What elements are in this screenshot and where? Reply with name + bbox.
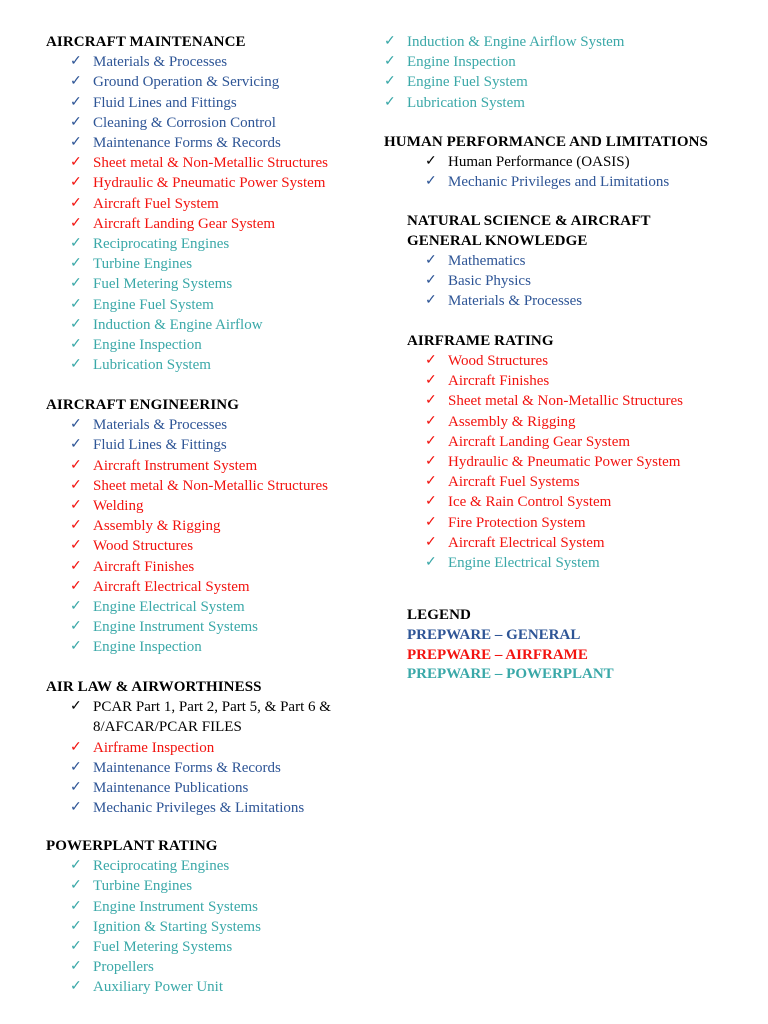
checkmark-icon: ✓ [70, 256, 82, 272]
list-item-label: Engine Fuel System [93, 296, 214, 313]
list-item-label: Wood Structures [93, 538, 194, 555]
checkmark-icon: ✓ [70, 498, 82, 513]
list-item-label: Aircraft Finishes [448, 373, 550, 390]
list-item-label: Aircraft Landing Gear System [93, 215, 276, 232]
list-item-label: Engine Electrical System [93, 599, 245, 615]
list-item-label: Aircraft Instrument System [93, 457, 258, 474]
list-item-label: Engine Instrument Systems [93, 619, 258, 636]
checkmark-icon: ✓ [384, 54, 396, 70]
checkmark-icon: ✓ [425, 534, 437, 550]
legend-entry: PREPWARE – AIRFRAME [407, 646, 588, 663]
checkmark-icon: ✓ [70, 959, 82, 975]
list-item-label: Materials & Processes [93, 417, 228, 434]
list-item-label: Aircraft Fuel Systems [448, 474, 580, 491]
checkmark-icon: ✓ [70, 898, 82, 914]
checkmark-icon: ✓ [70, 457, 82, 473]
list-item-label: Reciprocating Engines [93, 236, 230, 252]
list-item-label: Basic Physics [448, 273, 531, 290]
list-item-label: Mathematics [448, 253, 526, 269]
checkmark-icon: ✓ [425, 154, 437, 169]
list-item-label: Fuel Metering Systems [93, 276, 233, 293]
checkmark-icon: ✓ [70, 518, 82, 534]
list-item-label: Aircraft Finishes [93, 558, 195, 575]
list-item-label: Engine Inspection [93, 639, 202, 656]
checkmark-icon: ✓ [425, 413, 437, 429]
list-item-label: PCAR Part 1, Part 2, Part 5, & Part 6 & [93, 699, 331, 716]
checkmark-icon: ✓ [425, 174, 437, 189]
list-item-label: Maintenance Publications [93, 780, 249, 796]
checkmark-icon: ✓ [384, 94, 396, 110]
checkmark-icon: ✓ [70, 276, 82, 292]
checkmark-icon: ✓ [70, 357, 82, 373]
checkmark-icon: ✓ [70, 878, 82, 894]
checkmark-icon: ✓ [425, 373, 437, 389]
list-item-label: Human Performance (OASIS) [448, 154, 630, 170]
checkmark-icon: ✓ [70, 759, 82, 775]
list-item-label: Airframe Inspection [93, 739, 215, 756]
checkmark-icon: ✓ [384, 74, 396, 90]
checkmark-icon: ✓ [425, 454, 437, 469]
section-heading: GENERAL KNOWLEDGE [407, 233, 588, 249]
checkmark-icon: ✓ [70, 558, 82, 574]
checkmark-icon: ✓ [70, 979, 82, 995]
checkmark-icon: ✓ [70, 236, 82, 251]
checkmark-icon: ✓ [425, 273, 437, 289]
checkmark-icon: ✓ [70, 437, 82, 453]
section-heading: POWERPLANT RATING [46, 838, 218, 854]
list-item-label: Aircraft Fuel System [93, 195, 219, 212]
list-item-label: Sheet metal & Non-Metallic Structures [448, 393, 683, 410]
list-item-label: Lubrication System [93, 357, 211, 374]
checkmark-icon: ✓ [70, 296, 82, 312]
list-item-label: Reciprocating Engines [93, 858, 230, 875]
list-item-label: Maintenance Forms & Records [93, 759, 281, 776]
list-item-label: Cleaning & Corrosion Control [93, 114, 276, 131]
list-item-label: Aircraft Electrical System [93, 578, 250, 595]
checkmark-icon: ✓ [425, 494, 437, 510]
list-item-label: Mechanic Privileges and Limitations [448, 174, 670, 190]
checkmark-icon: ✓ [425, 514, 437, 530]
section-heading: NATURAL SCIENCE & AIRCRAFT [407, 213, 651, 229]
list-item-label: Engine Electrical System [448, 555, 600, 571]
list-item-label: Propellers [93, 959, 154, 976]
list-item-label: 8/AFCAR/PCAR FILES [93, 719, 242, 736]
legend-entry: PREPWARE – GENERAL [407, 627, 581, 643]
list-item-label: Ground Operation & Servicing [93, 74, 280, 91]
list-item-label: Ignition & Starting Systems [93, 918, 261, 935]
list-item-label: Ice & Rain Control System [448, 494, 612, 511]
section-heading: AIR LAW & AIRWORTHINESS [46, 679, 262, 695]
list-item-label: Hydraulic & Pneumatic Power System [93, 175, 326, 192]
checkmark-icon: ✓ [70, 175, 82, 191]
list-item-label: Lubrication System [407, 94, 525, 111]
checkmark-icon: ✓ [70, 114, 82, 130]
section-heading: AIRCRAFT ENGINEERING [46, 397, 240, 413]
checkmark-icon: ✓ [425, 555, 437, 570]
checkmark-icon: ✓ [70, 54, 82, 70]
list-item-label: Turbine Engines [93, 256, 193, 273]
list-item-label: Sheet metal & Non-Metallic Structures [93, 477, 328, 494]
list-item-label: Fire Protection System [448, 514, 586, 531]
list-item-label: Aircraft Landing Gear System [448, 433, 631, 450]
checkmark-icon: ✓ [425, 293, 437, 309]
list-item-label: Materials & Processes [93, 54, 228, 71]
checkmark-icon: ✓ [70, 599, 82, 614]
list-item-label: Assembly & Rigging [93, 518, 221, 535]
list-item-label: Turbine Engines [93, 878, 193, 895]
checkmark-icon: ✓ [384, 34, 396, 49]
section-heading: LEGEND [407, 607, 471, 623]
section-heading: AIRFRAME RATING [407, 333, 554, 349]
legend-entry: PREPWARE – POWERPLANT [407, 666, 614, 682]
list-item-label: Engine Inspection [93, 337, 202, 353]
list-item-label: Fuel Metering Systems [93, 939, 233, 955]
list-item-label: Welding [93, 498, 144, 514]
checkmark-icon: ✓ [425, 433, 437, 449]
list-item-label: Auxiliary Power Unit [93, 979, 223, 996]
checkmark-icon: ✓ [70, 739, 82, 755]
checkmark-icon: ✓ [70, 316, 82, 332]
list-item-label: Wood Structures [448, 353, 549, 369]
checkmark-icon: ✓ [70, 918, 82, 934]
checkmark-icon: ✓ [70, 858, 82, 874]
list-item-label: Fluid Lines & Fittings [93, 437, 227, 454]
list-item-label: Induction & Engine Airflow [93, 316, 263, 333]
checkmark-icon: ✓ [425, 474, 437, 490]
list-item-label: Engine Inspection [407, 54, 516, 71]
checkmark-icon: ✓ [70, 337, 82, 352]
checkmark-icon: ✓ [70, 215, 82, 231]
checkmark-icon: ✓ [70, 780, 82, 795]
list-item-label: Engine Fuel System [407, 74, 528, 91]
list-item-label: Engine Instrument Systems [93, 898, 258, 915]
list-item-label: Assembly & Rigging [448, 413, 576, 430]
checkmark-icon: ✓ [70, 578, 82, 594]
checkmark-icon: ✓ [70, 135, 82, 150]
checkmark-icon: ✓ [70, 800, 82, 816]
section-heading: HUMAN PERFORMANCE AND LIMITATIONS [384, 134, 708, 150]
list-item-label: Aircraft Electrical System [448, 534, 605, 551]
checkmark-icon: ✓ [70, 155, 82, 171]
checkmark-icon: ✓ [70, 619, 82, 635]
list-item-label: Induction & Engine Airflow System [407, 34, 625, 50]
list-item-label: Materials & Processes [448, 293, 583, 310]
checkmark-icon: ✓ [70, 477, 82, 493]
list-item-label: Maintenance Forms & Records [93, 135, 281, 151]
checkmark-icon: ✓ [70, 538, 82, 554]
checkmark-icon: ✓ [70, 94, 82, 110]
list-item-label: Fluid Lines and Fittings [93, 94, 237, 111]
list-item-label: Mechanic Privileges & Limitations [93, 800, 305, 817]
checkmark-icon: ✓ [70, 699, 82, 715]
list-item-label: Hydraulic & Pneumatic Power System [448, 454, 681, 470]
checkmark-icon: ✓ [70, 639, 82, 655]
list-item-label: Sheet metal & Non-Metallic Structures [93, 155, 328, 172]
checkmark-icon: ✓ [425, 393, 437, 409]
checkmark-icon: ✓ [70, 417, 82, 433]
checkmark-icon: ✓ [70, 195, 82, 211]
checkmark-icon: ✓ [70, 74, 82, 90]
checkmark-icon: ✓ [425, 353, 437, 368]
checkmark-icon: ✓ [70, 939, 82, 954]
checkmark-icon: ✓ [425, 253, 437, 268]
section-heading: AIRCRAFT MAINTENANCE [46, 34, 246, 50]
